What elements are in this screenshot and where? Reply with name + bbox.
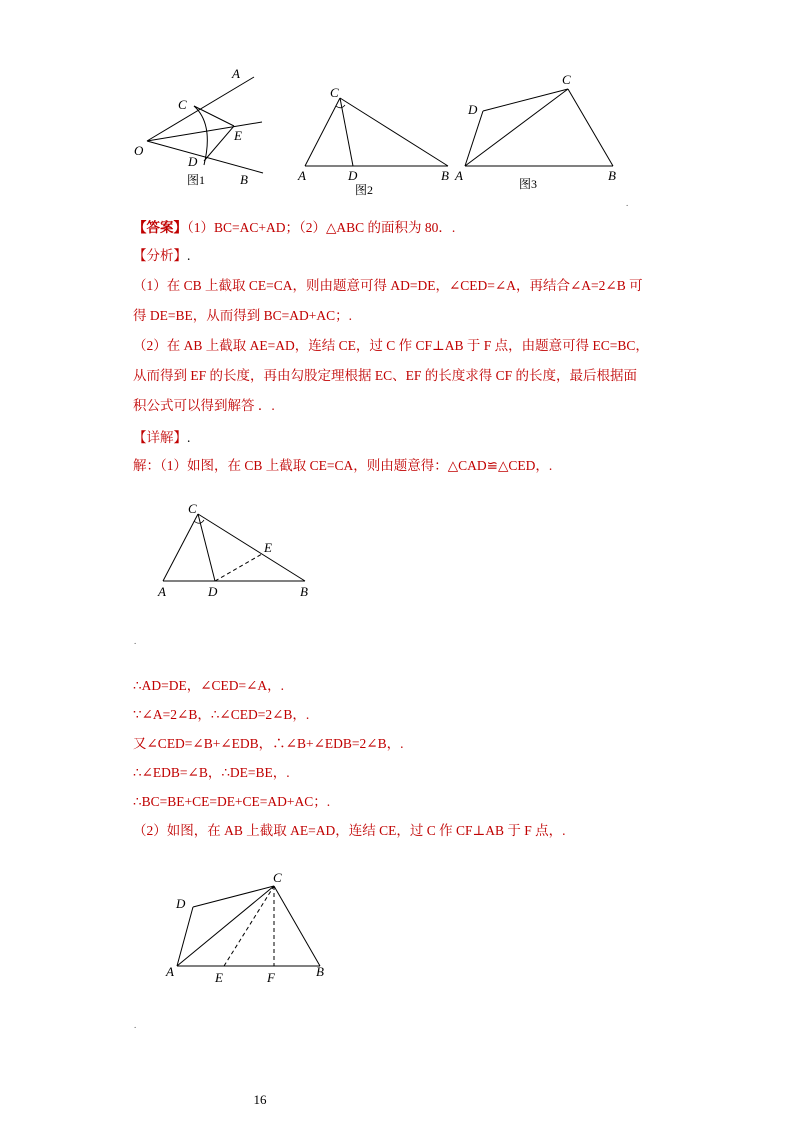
fig2-label-b: B — [441, 168, 449, 183]
fig1-caption: 图1 — [187, 173, 206, 187]
detail-heading — [133, 428, 190, 448]
mid-label-a: A — [158, 584, 166, 599]
mid-label-e: E — [264, 540, 272, 555]
figure-1 — [130, 62, 280, 192]
stray-dot: . — [626, 198, 629, 208]
fig1-label-o: O — [134, 143, 144, 158]
fig1-label-e: E — [234, 128, 242, 143]
fig1-label-d: D — [188, 154, 198, 169]
page-number: 16 — [253, 1092, 267, 1107]
step-3: 又∠CED=∠B+∠EDB，∴∠B+∠EDB=2∠B，. — [133, 736, 404, 751]
figure-3 — [455, 70, 635, 190]
answer-tag: 【答案】 — [133, 220, 187, 235]
mid-label-c: C — [188, 501, 197, 516]
step-1: ∴AD=DE，∠CED=∠A，. — [133, 678, 285, 693]
fig3-label-a: A — [455, 168, 463, 183]
answer-text: （1）BC=AC+AD；（2）△ABC 的面积为 80．. — [187, 220, 456, 235]
figure-bottom — [160, 862, 340, 987]
bottom-label-c: C — [273, 870, 282, 885]
fig2-label-a: A — [298, 168, 306, 183]
analysis-tag-suffix: . — [187, 248, 191, 263]
fig1-label-b: B — [240, 172, 248, 187]
mid-label-d: D — [208, 584, 218, 599]
fig2-caption: 图2 — [355, 183, 374, 197]
fig2-label-c: C — [330, 85, 339, 100]
analysis-heading — [133, 246, 190, 266]
analysis-p1-line2: 得 DE=BE，从而得到 BC=AD+AC；. — [133, 308, 352, 323]
step-5: ∴BC=BE+CE=DE+CE=AD+AC；. — [133, 794, 331, 809]
step-2: ∵∠A=2∠B，∴∠CED=2∠B，. — [133, 707, 310, 722]
fig3-label-d: D — [468, 102, 478, 117]
bottom-label-b: B — [316, 964, 324, 979]
stray-dot-bottom: . — [134, 1020, 137, 1030]
bottom-label-d: D — [176, 896, 186, 911]
answer-line — [133, 218, 455, 238]
fig1-label-a: A — [232, 66, 240, 81]
bottom-label-e: E — [215, 970, 223, 985]
bottom-label-f: F — [267, 970, 275, 985]
mid-label-b: B — [300, 584, 308, 599]
figure-mid — [150, 496, 330, 606]
fig3-label-b: B — [608, 168, 616, 183]
step-4: ∴∠EDB=∠B，∴DE=BE，. — [133, 765, 290, 780]
analysis-p2-line2: 从而得到 EF 的长度，再由勾股定理根据 EC、EF 的长度求得 CF 的长度，最后根据面 — [133, 368, 638, 383]
fig1-label-c: C — [178, 97, 187, 112]
step-6: （2）如图，在 AB 上截取 AE=AD，连结 CE，过 C 作 CF⊥AB 于 F 点，. — [133, 823, 566, 838]
analysis-p2-line1: （2）在 AB 上截取 AE=AD，连结 CE，过 C 作 CF⊥AB 于 F 点，由题意可得 EC=BC， — [133, 338, 649, 353]
detail-tag: 【详解】 — [133, 430, 187, 445]
detail-intro: 解：（1）如图，在 CB 上截取 CE=CA，则由题意得：△CAD≌△CED，. — [133, 458, 553, 473]
stray-dot-mid: . — [134, 636, 137, 646]
analysis-tag: 【分析】 — [133, 248, 187, 263]
figure-2 — [290, 80, 460, 200]
detail-tag-suffix: . — [187, 430, 191, 445]
fig2-label-d: D — [348, 168, 358, 183]
analysis-p2-line3: 积公式可以得到解答 ．. — [133, 398, 275, 413]
bottom-label-a: A — [166, 964, 174, 979]
analysis-p1-line1: （1）在 CB 上截取 CE=CA，则由题意可得 AD=DE，∠CED=∠A，再结合∠A=2∠B 可 — [133, 278, 643, 293]
fig3-label-c: C — [562, 72, 571, 87]
fig3-caption: 图3 — [519, 177, 538, 191]
